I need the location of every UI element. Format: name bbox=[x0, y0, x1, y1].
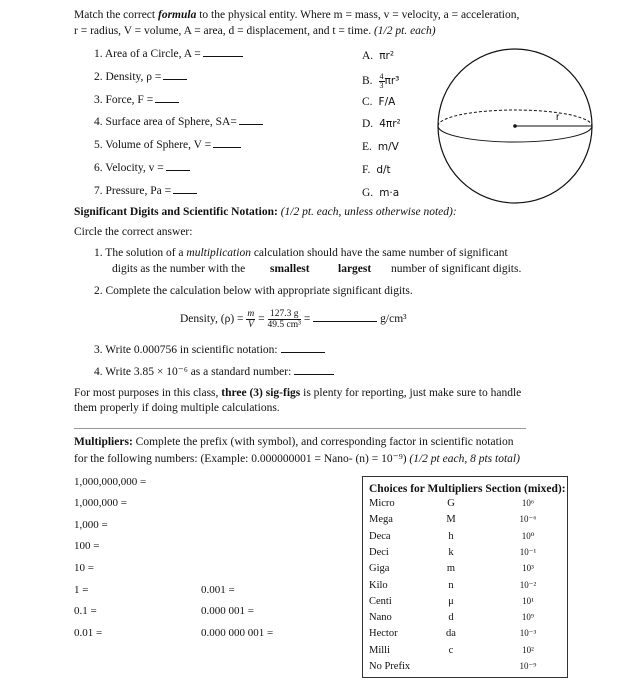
formula-answer-blank[interactable] bbox=[166, 160, 190, 171]
choice-factor: 10⁶ bbox=[521, 498, 535, 508]
choice-prefix: Giga bbox=[369, 563, 390, 575]
choice-symbol: d bbox=[448, 612, 454, 624]
density-answer-blank[interactable] bbox=[313, 311, 377, 322]
sigfig-question-1-line2: digits as the number with the bbox=[112, 263, 246, 275]
formula-item: 7. Pressure, Pa = bbox=[94, 183, 197, 197]
multiplier-number: 100 = bbox=[74, 540, 100, 552]
sphere-radius-label: r bbox=[556, 112, 560, 123]
formula-item: 4. Surface area of Sphere, SA= bbox=[94, 114, 263, 128]
formula-item: 1. Area of a Circle, A = bbox=[94, 46, 243, 60]
choice-factor: 10⁻⁹ bbox=[519, 661, 537, 671]
scientific-notation-blank[interactable] bbox=[281, 342, 325, 353]
choice-row bbox=[363, 531, 567, 547]
formula-choice: B. $\frac{4}{3}$ πr³ bbox=[362, 71, 400, 90]
sphere-diagram bbox=[434, 46, 596, 206]
sigfig-note: For most purposes in this class, three (3) sig-figs is plenty for reporting, just make sure to handle bbox=[74, 387, 522, 399]
choice-prefix: Hector bbox=[369, 628, 398, 640]
multiplier-number: 0.1 = bbox=[74, 605, 97, 617]
multiplier-number: 1 = bbox=[74, 584, 89, 596]
formula-answer-blank[interactable] bbox=[203, 46, 243, 57]
choice-symbol: M bbox=[446, 514, 456, 526]
multiplier-number: 1,000,000 = bbox=[74, 497, 127, 509]
choice-factor: 10⁻⁶ bbox=[519, 514, 537, 525]
multiplier-number: 0.001 = bbox=[201, 584, 235, 596]
option-largest[interactable]: largest bbox=[338, 263, 372, 275]
choice-factor: 10⁰ bbox=[521, 530, 535, 541]
choice-factor: 10⁻³ bbox=[519, 628, 537, 639]
choice-symbol: da bbox=[446, 628, 456, 640]
choice-symbol: m bbox=[446, 563, 456, 575]
standard-number-blank[interactable] bbox=[294, 364, 334, 375]
formula-answer-blank[interactable] bbox=[173, 183, 197, 194]
multiplier-number: 1,000 = bbox=[74, 519, 108, 531]
choice-factor: 10⁹ bbox=[521, 612, 535, 623]
choice-row bbox=[363, 628, 567, 644]
choice-prefix: Micro bbox=[369, 498, 395, 509]
sigfig-heading: Significant Digits and Scientific Notation: (1/2 pt. each, unless otherwise noted): bbox=[74, 206, 457, 218]
choice-row bbox=[363, 645, 567, 661]
multiplier-number: 1,000,000,000 = bbox=[74, 476, 147, 488]
formula-answer-blank[interactable] bbox=[213, 137, 241, 148]
choice-factor: 10¹ bbox=[522, 595, 534, 606]
choice-prefix: Kilo bbox=[369, 579, 388, 591]
choice-prefix: Nano bbox=[369, 612, 392, 624]
choice-row bbox=[363, 547, 567, 563]
formula-choice: D. 4πr² bbox=[362, 118, 401, 131]
density-equation: Density, (ρ) = $\frac{m}{V}$ = $\frac{127.3 g}{\text{49.5 cm³}}$ = g/cm³ bbox=[180, 308, 407, 330]
choice-row bbox=[363, 563, 567, 579]
choice-factor: 10² bbox=[522, 644, 534, 655]
option-smallest[interactable]: smallest bbox=[270, 263, 310, 275]
choice-symbol: n bbox=[448, 579, 454, 591]
formula-item: 2. Density, ρ = bbox=[94, 69, 187, 83]
multiplier-number: 0.000 000 001 = bbox=[201, 627, 274, 639]
choice-row bbox=[363, 580, 567, 596]
choice-symbol: μ bbox=[448, 595, 454, 607]
sigfig-question-2: 2. Complete the calculation below with appropriate significant digits. bbox=[94, 285, 413, 297]
choice-row bbox=[363, 612, 567, 628]
multiplier-number: 0.000 001 = bbox=[201, 605, 254, 617]
formula-answer-blank[interactable] bbox=[155, 92, 179, 103]
choice-row bbox=[363, 498, 567, 514]
choice-row bbox=[363, 661, 567, 677]
sigfig-question-4: 4. Write 3.85 × 10⁻⁶ as a standard number: bbox=[94, 364, 334, 378]
choice-row bbox=[363, 596, 567, 612]
choice-symbol: h bbox=[448, 530, 454, 542]
multiplier-number: 10 = bbox=[74, 562, 94, 574]
formula-item: 3. Force, F = bbox=[94, 92, 179, 106]
question-1-ending: number of significant digits. bbox=[391, 263, 522, 275]
section-divider bbox=[74, 428, 526, 429]
sigfig-question-1: 1. The solution of a multiplication calculation should have the same number of significant bbox=[94, 247, 508, 259]
choice-prefix: Mega bbox=[369, 514, 393, 526]
choice-prefix: Deca bbox=[369, 530, 391, 542]
sphere-equator-back bbox=[438, 110, 592, 126]
choices-table-title: Choices for Multipliers Section (mixed): bbox=[369, 483, 566, 495]
choice-symbol: c bbox=[448, 644, 454, 656]
intro-line-2: r = radius, V = volume, A = area, d = displacement, and t = time. (1/2 pt. each) bbox=[74, 25, 436, 37]
formula-choice: E. m/V bbox=[362, 141, 399, 154]
formula-answer-blank[interactable] bbox=[163, 69, 187, 80]
choice-factor: 10⁻² bbox=[519, 579, 537, 590]
choice-prefix: Milli bbox=[369, 644, 391, 656]
formula-item: 5. Volume of Sphere, V = bbox=[94, 137, 241, 151]
formula-choice: G. m·a bbox=[362, 186, 400, 199]
choice-row bbox=[363, 514, 567, 530]
formula-choice: A. πr² bbox=[362, 50, 395, 62]
choice-prefix: No Prefix bbox=[369, 661, 411, 672]
circle-prompt: Circle the correct answer: bbox=[74, 226, 193, 238]
multiplier-number: 0.01 = bbox=[74, 627, 103, 639]
sigfig-question-3: 3. Write 0.000756 in scientific notation: bbox=[94, 342, 325, 356]
choice-factor: 10³ bbox=[522, 563, 534, 574]
multipliers-instruction: for the following numbers: (Example: 0.000000001 = Nano- (n) = 10⁻⁹) (1/2 pt each, 8 pts total) bbox=[74, 453, 520, 465]
formula-answer-blank[interactable] bbox=[239, 114, 263, 125]
choice-factor: 10⁻¹ bbox=[519, 546, 537, 557]
multiplier-choices-table bbox=[362, 476, 568, 678]
sphere-center-dot bbox=[513, 124, 517, 128]
choice-symbol: k bbox=[448, 546, 454, 558]
sphere-equator-front bbox=[438, 126, 592, 142]
choice-prefix: Centi bbox=[369, 595, 392, 607]
formula-choice: F. d/t bbox=[362, 164, 391, 176]
multipliers-heading: Multipliers: Complete the prefix (with symbol), and corresponding factor in scientific notation bbox=[74, 436, 514, 448]
choice-symbol: G bbox=[447, 498, 455, 509]
intro-line-1: Match the correct formula to the physical entity. Where m = mass, v = velocity, a = acceleration, bbox=[74, 9, 520, 21]
sigfig-note-line2: them properly if doing multiple calculations. bbox=[74, 402, 280, 414]
formula-item: 6. Velocity, v = bbox=[94, 160, 190, 174]
formula-choice: C. F/A bbox=[362, 95, 396, 108]
choice-prefix: Deci bbox=[369, 546, 389, 558]
